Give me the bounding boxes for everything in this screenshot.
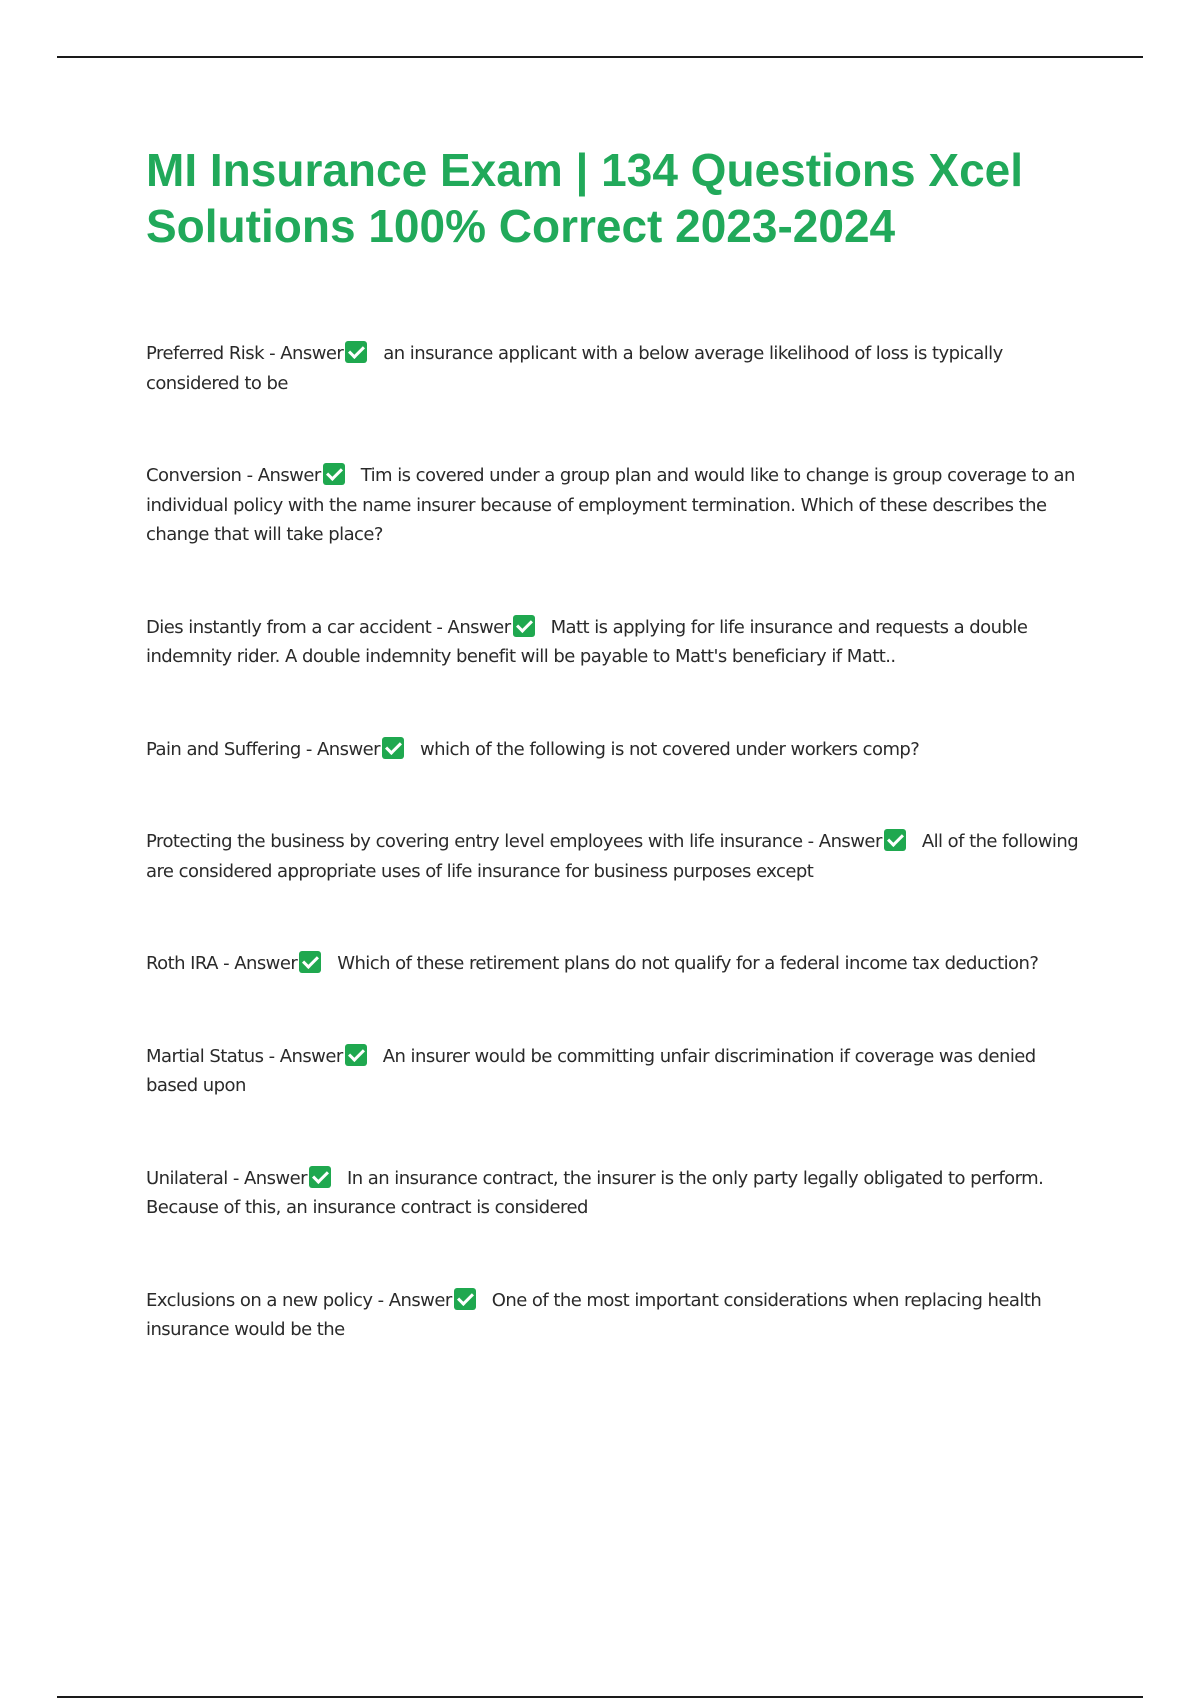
answer-text: Roth IRA [146, 953, 218, 974]
check-mark-icon [382, 737, 404, 759]
check-mark-icon [323, 463, 345, 485]
qa-item [146, 1164, 1086, 1223]
answer-marker: - Answer [241, 465, 321, 486]
answer-text: Martial Status [146, 1045, 264, 1067]
answer-marker: - Answer [431, 616, 511, 638]
answer-text: Dies instantly from a car accident [146, 616, 432, 638]
check-mark-icon [454, 1288, 476, 1310]
qa-list [146, 339, 1086, 1408]
answer-marker: - Answer [802, 831, 882, 852]
qa-item [146, 735, 1086, 765]
qa-item [146, 1286, 1086, 1345]
question-text: All of the following are considered appropriate uses of life insurance for business purposes except [146, 831, 1079, 882]
bottom-divider [57, 1696, 1143, 1698]
question-text: Matt is applying for life insurance and requests a double indemnity rider. A double indemnity benefit will be payable to Matt's beneficiary if Matt.. [146, 616, 1028, 667]
check-mark-icon [884, 829, 906, 851]
question-text: One of the most important considerations when replacing health insurance would be the [146, 1289, 1042, 1340]
check-mark-icon [345, 1044, 367, 1066]
qa-item [146, 949, 1086, 979]
question-text: Which of these retirement plans do not qualify for a federal income tax deduction? [337, 953, 1039, 974]
top-divider [57, 56, 1143, 58]
answer-marker: - Answer [372, 1289, 452, 1311]
document-title: MI Insurance Exam | 134 Questions Xcel Solutions 100% Correct 2023-2024 [146, 144, 1024, 252]
qa-item [146, 339, 1086, 398]
qa-item [146, 613, 1086, 672]
check-mark-icon [345, 341, 367, 363]
answer-text: Protecting the business by covering entry level employees with life insurance [146, 831, 803, 852]
qa-item [146, 1042, 1086, 1101]
answer-marker: - Answer [217, 953, 298, 974]
answer-marker: - Answer [227, 1167, 307, 1189]
qa-item [146, 827, 1086, 886]
check-mark-icon [309, 1166, 331, 1188]
question-text: an insurance applicant with a below average likelihood of loss is typically considered to be [146, 343, 1003, 394]
answer-marker: - Answer [263, 343, 344, 364]
answer-text: Conversion [146, 465, 242, 486]
answer-marker: - Answer [300, 738, 381, 760]
answer-text: Exclusions on a new policy [146, 1289, 373, 1311]
check-mark-icon [513, 615, 535, 637]
answer-text: Unilateral [146, 1167, 228, 1189]
question-text: Tim is covered under a group plan and would like to change is group coverage to an individual policy with the name insurer because of employment termination. Which of these describes the change that will take place? [146, 465, 1075, 545]
question-text: which of the following is not covered under workers comp? [420, 738, 920, 760]
check-mark-icon [299, 951, 321, 973]
answer-text: Pain and Suffering [146, 738, 301, 760]
answer-text: Preferred Risk [146, 343, 264, 364]
answer-marker: - Answer [263, 1045, 343, 1067]
question-text: In an insurance contract, the insurer is the only party legally obligated to perform. Because of this, an insurance contract is considered [146, 1167, 1044, 1218]
question-text: An insurer would be committing unfair discrimination if coverage was denied based upon [146, 1045, 1036, 1096]
qa-item [146, 461, 1086, 550]
